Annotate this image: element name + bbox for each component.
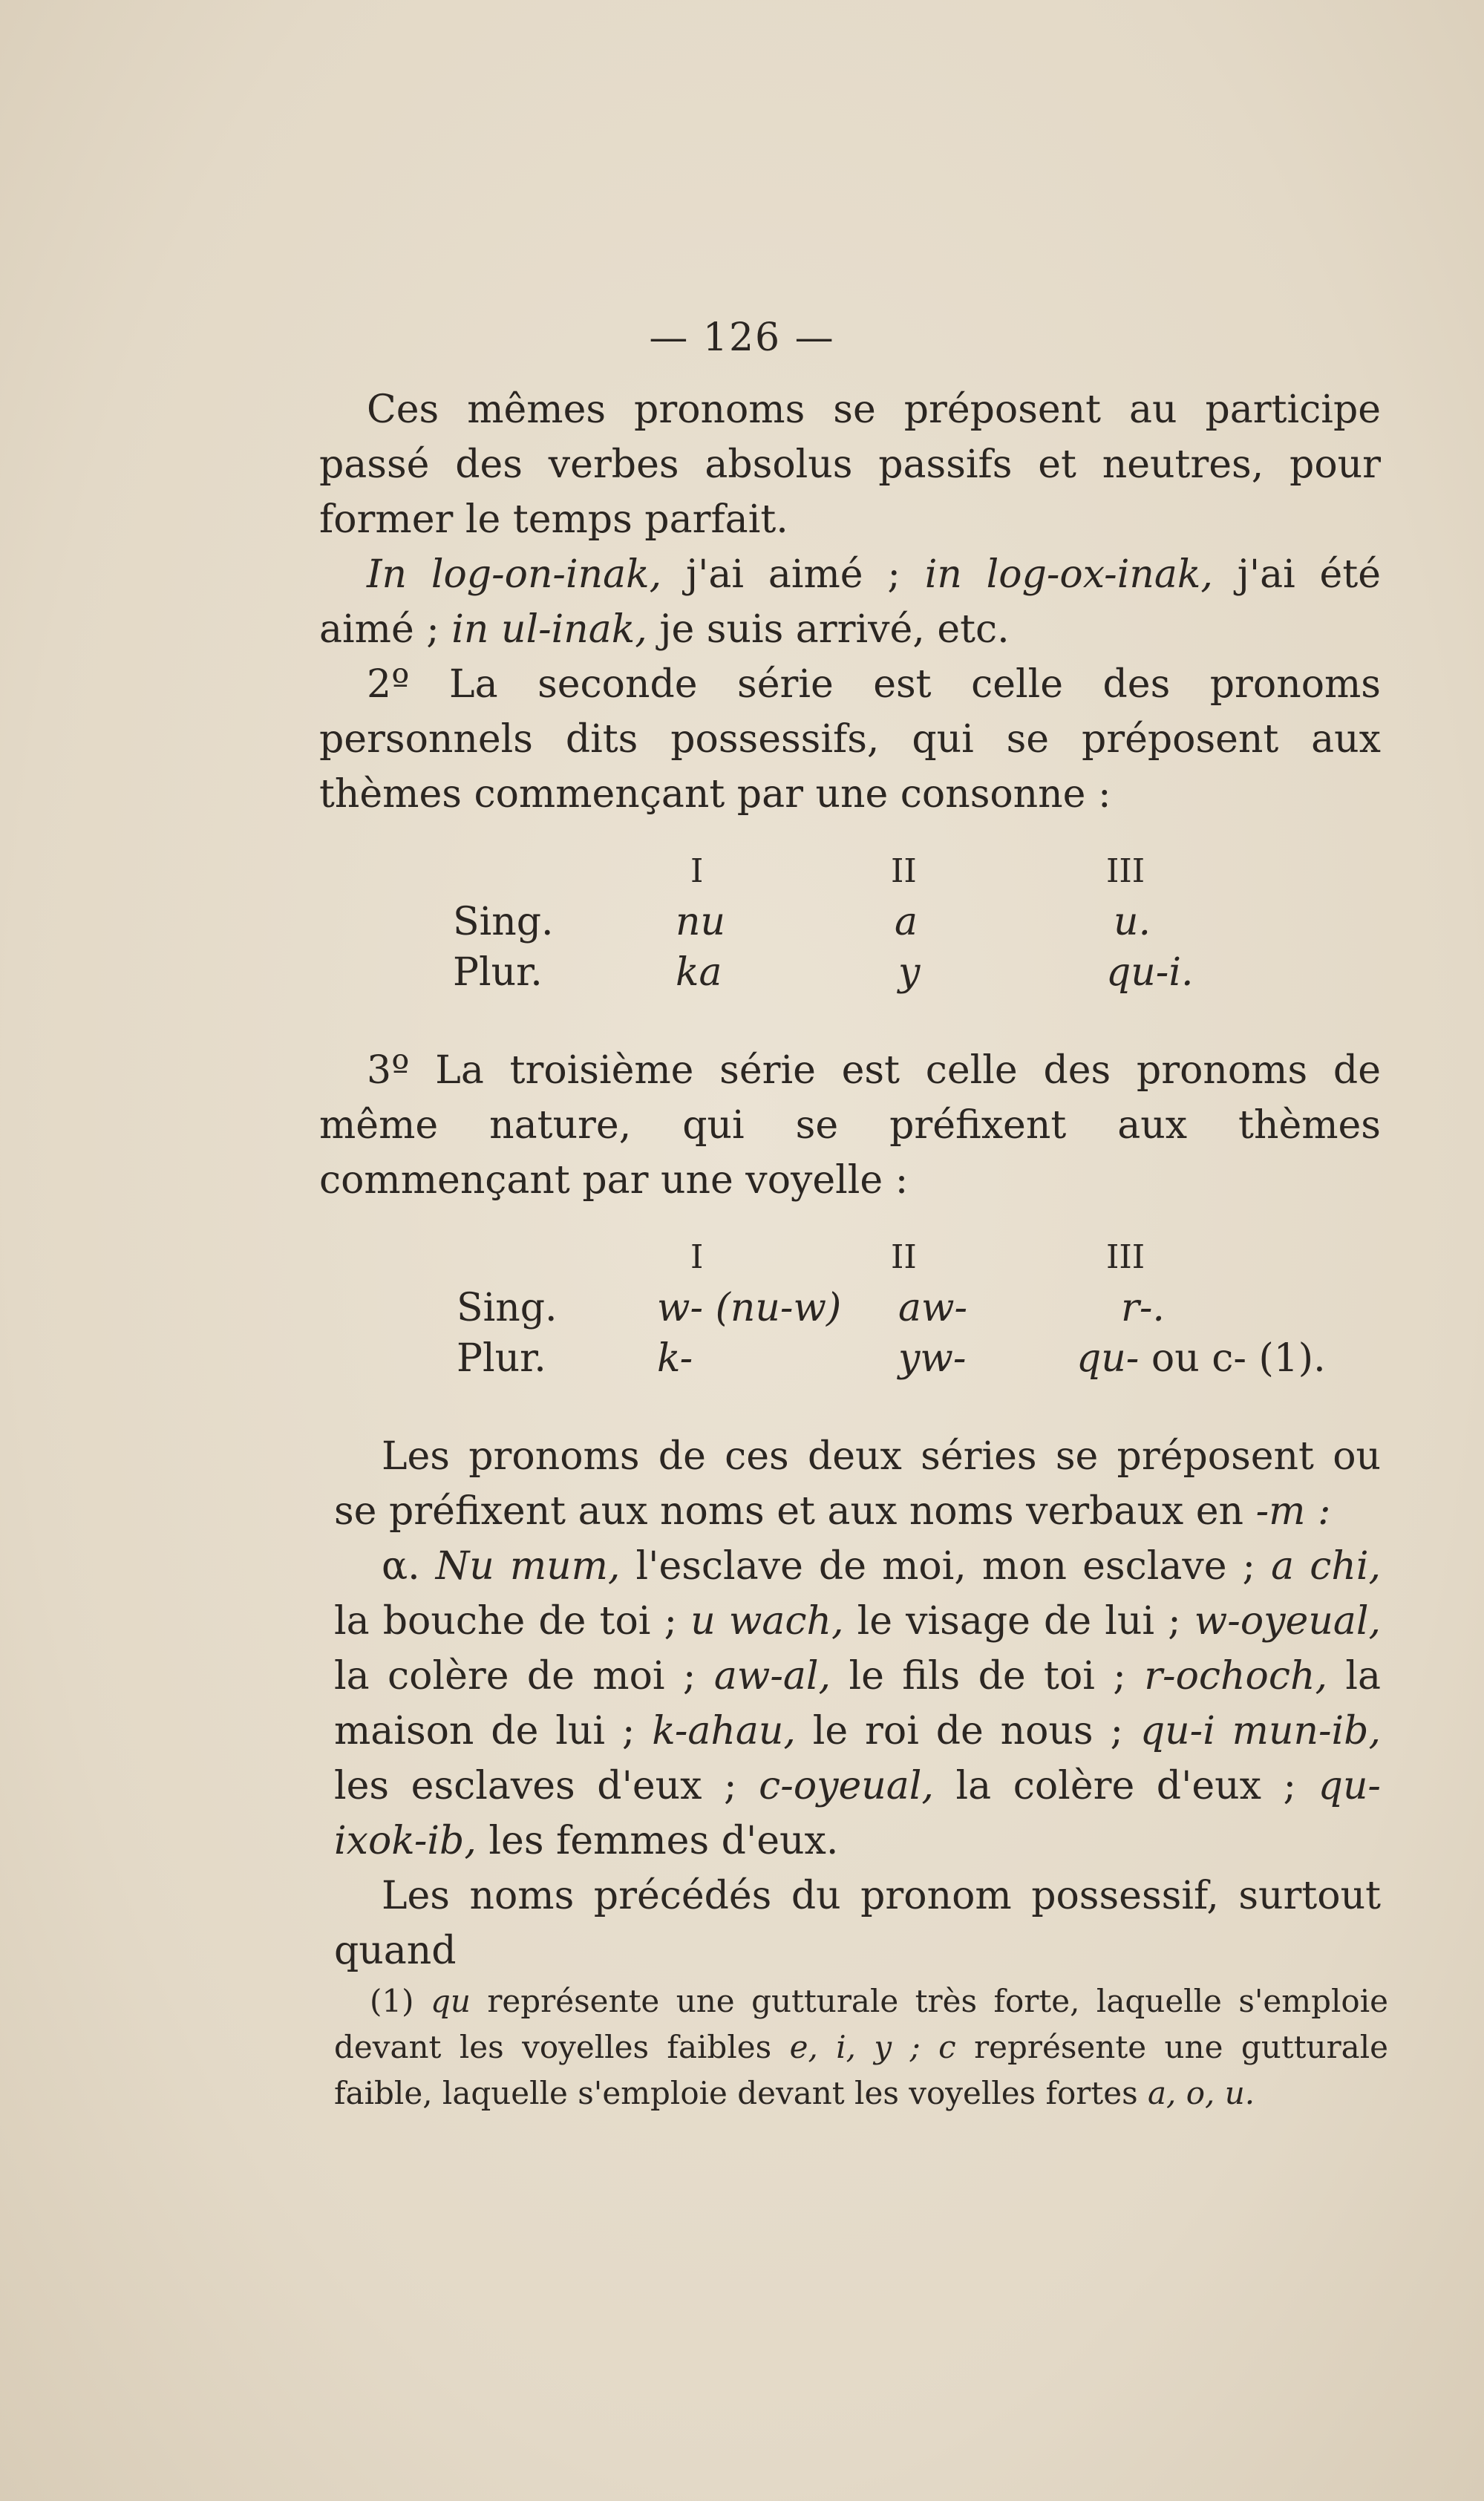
footnote-text: (1) qu représente une gutturale très forte, laquelle s'emploie devant les voyelles faibles e, i, y ; c représente une gutturale faible, laquelle s'emploie devant les voyelles fortes a, o, u.: [334, 1983, 1389, 2111]
pronoun-table-consonant: [319, 846, 1381, 998]
paragraph-possessive-nouns: Les noms précédés du pronom possessif, surtout quand: [334, 1874, 1381, 1973]
pronoun-table-vowel: [319, 1232, 1381, 1384]
row-label: Sing.: [457, 1286, 558, 1330]
paragraph-third-series: 3º La troisième série est celle des pronoms de même nature, qui se préfixent aux thèmes commençant par une voyelle :: [319, 1048, 1381, 1203]
table-header-cell: III: [1106, 852, 1145, 890]
table-row: [319, 947, 1381, 998]
paragraph-pronouns-participle: Ces mêmes pronoms se préposent au participe passé des verbes absolus passifs et neutres, pour former le temps parfait.: [319, 388, 1381, 542]
body-text-block-3: [334, 1429, 1381, 1978]
page-number: — 126 —: [649, 316, 835, 360]
table-header-row: [319, 1232, 1381, 1283]
row-label: Plur.: [457, 1336, 546, 1381]
body-text-block-1: [319, 382, 1381, 822]
paragraph-examples-perfect: In log-on-inak, j'ai aimé ; in log-ox-inak, j'ai été aimé ; in ul-inak, je suis arrivé, etc.: [319, 552, 1382, 652]
table-cell: qu-i.: [1106, 950, 1194, 995]
table-row: [319, 1333, 1381, 1384]
table-cell: aw-: [898, 1286, 968, 1330]
paragraph-two-series: Les pronoms de ces deux séries se préposent ou se préfixent aux noms et aux noms verbaux en -m :: [334, 1434, 1381, 1534]
table-cell: qu- ou c- (1).: [1076, 1336, 1326, 1381]
table-row: [319, 1283, 1381, 1333]
table-cell: u.: [1114, 900, 1151, 944]
table-cell: a: [895, 900, 918, 944]
table-header-cell: I: [690, 1238, 704, 1276]
row-label: Plur.: [453, 950, 543, 995]
table-header-row: [319, 846, 1381, 897]
table-row: [319, 897, 1381, 947]
table-cell: yw-: [898, 1336, 967, 1381]
table-cell: k-: [657, 1336, 693, 1381]
body-text-block-2: [319, 1043, 1381, 1208]
table-cell: r-.: [1121, 1286, 1165, 1330]
paragraph-second-series: 2º La seconde série est celle des pronoms personnels dits possessifs, qui se préposent aux thèmes commençant par une consonne :: [319, 662, 1381, 817]
table-header-cell: II: [891, 852, 917, 890]
table-cell: y: [898, 950, 921, 995]
table-cell: nu: [676, 900, 725, 944]
row-label: Sing.: [453, 900, 554, 944]
table-cell: w- (nu-w): [657, 1286, 842, 1330]
paragraph-examples-possessive: α. Nu mum, l'esclave de moi, mon esclave ; a chi, la bouche de toi ; u wach, le visage de lui ; w-oyeual, la colère de moi ; aw-al, le fils de toi ; r-ochoch, la maison de lui ; k-ahau, le roi de nous ; qu-i mun-ib, les esclaves d'eux ; c-oyeual, la colère d'eux ; qu-ixok-ib, les femmes d'eux.: [334, 1544, 1382, 1863]
table-cell: ka: [676, 950, 722, 995]
footnote: [334, 1978, 1388, 2116]
table-header-cell: I: [690, 852, 704, 890]
table-header-cell: III: [1106, 1238, 1145, 1276]
table-header-cell: II: [891, 1238, 917, 1276]
